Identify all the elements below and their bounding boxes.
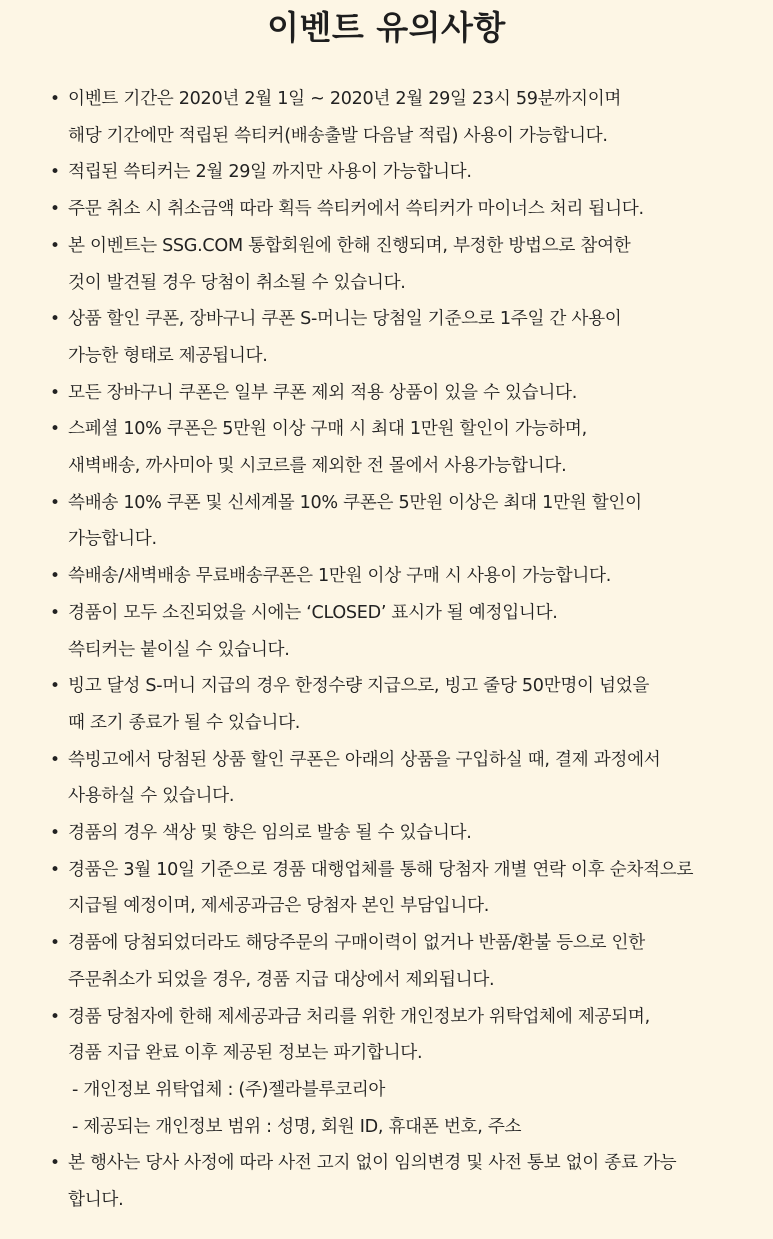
notice-line: 경품 당첨자에 한해 제세공과금 처리를 위한 개인정보가 위탁업체에 제공되며,	[68, 1006, 650, 1027]
notice-item	[50, 999, 750, 1146]
notice-line: 빙고 달성 S-머니 지급의 경우 한정수량 지급으로, 빙고 줄당 50만명이 넘었을	[68, 676, 650, 697]
notice-line: 적립된 쓱티커는 2월 29일 까지만 사용이 가능합니다.	[68, 162, 472, 183]
bullet-dot: •	[50, 676, 60, 697]
notice-line: 경품 지급 완료 이후 제공된 정보는 파기합니다.	[68, 1043, 423, 1064]
notice-line: 경품의 경우 색상 및 향은 임의로 발송 될 수 있습니다.	[68, 823, 472, 844]
notice-line: 경품에 당첨되었더라도 해당주문의 구매이력이 없거나 반품/환불 등으로 인한	[68, 933, 645, 954]
notice-item	[50, 411, 750, 484]
bullet-dot: •	[50, 933, 60, 954]
notice-line: 상품 할인 쿠폰, 장바구니 쿠폰 S-머니는 당첨일 기준으로 1주일 간 사용이	[68, 309, 622, 330]
bullet-dot: •	[50, 566, 60, 587]
bullet-dot: •	[50, 309, 60, 330]
bullet-dot: •	[50, 419, 60, 440]
bullet-dot: •	[50, 859, 60, 880]
notice-line: 것이 발견될 경우 당첨이 취소될 수 있습니다.	[68, 272, 406, 293]
notice-item	[50, 375, 750, 412]
notice-item	[50, 1145, 750, 1218]
notice-line: 스페셜 10% 쿠폰은 5만원 이상 구매 시 최대 1만원 할인이 가능하며,	[68, 419, 587, 440]
notice-item	[50, 558, 750, 595]
notice-item	[50, 301, 750, 374]
bullet-dot: •	[50, 1153, 60, 1174]
notice-sub-line: - 개인정보 위탁업체 : (주)젤라블루코리아	[72, 1079, 386, 1100]
notice-line: 주문 취소 시 취소금액 따라 획득 쓱티커에서 쓱티커가 마이너스 처리 됩니다.	[68, 199, 644, 220]
notice-item	[50, 852, 750, 925]
notice-item	[50, 485, 750, 558]
notice-line: 합니다.	[68, 1190, 124, 1211]
notice-item	[50, 815, 750, 852]
notice-line: 본 이벤트는 SSG.COM 통합회원에 한해 진행되며, 부정한 방법으로 참여한	[68, 235, 631, 256]
notice-line: 가능한 형태로 제공됩니다.	[68, 345, 268, 366]
bullet-dot: •	[50, 823, 60, 844]
notice-line: 모든 장바구니 쿠폰은 일부 쿠폰 제외 적용 상품이 있을 수 있습니다.	[68, 382, 578, 403]
bullet-dot: •	[50, 235, 60, 256]
notice-line: 쓱배송/새벽배송 무료배송쿠폰은 1만원 이상 구매 시 사용이 가능합니다.	[68, 566, 612, 587]
notice-item	[50, 154, 750, 191]
notice-item	[50, 228, 750, 301]
notice-line: 가능합니다.	[68, 529, 157, 550]
notice-list	[50, 81, 750, 1219]
notice-item	[50, 668, 750, 741]
bullet-dot: •	[50, 162, 60, 183]
page-title: 이벤트 유의사항	[267, 8, 506, 47]
notice-line: 쓱빙고에서 당첨된 상품 할인 쿠폰은 아래의 상품을 구입하실 때, 결제 과정에서	[68, 749, 661, 770]
bullet-dot: •	[50, 1006, 60, 1027]
notice-line: 쓱티커는 붙이실 수 있습니다.	[68, 639, 290, 660]
notice-item	[50, 81, 750, 154]
bullet-dot: •	[50, 749, 60, 770]
notice-line: 이벤트 기간은 2020년 2월 1일 ~ 2020년 2월 29일 23시 59분까지이며	[68, 89, 622, 109]
notice-item	[50, 595, 750, 668]
notice-line: 쓱배송 10% 쿠폰 및 신세계몰 10% 쿠폰은 5만원 이상은 최대 1만원 할인이	[68, 492, 642, 513]
bullet-dot: •	[50, 382, 60, 403]
notice-line: 때 조기 종료가 될 수 있습니다.	[68, 712, 301, 733]
bullet-dot: •	[50, 89, 60, 109]
notice-item	[50, 742, 750, 815]
bullet-dot: •	[50, 492, 60, 513]
notice-line: 사용하실 수 있습니다.	[68, 786, 235, 807]
notice-line: 새벽배송, 까사미아 및 시코르를 제외한 전 몰에서 사용가능합니다.	[68, 456, 567, 477]
bullet-dot: •	[50, 199, 60, 220]
notice-item	[50, 191, 750, 228]
notice-item	[50, 925, 750, 998]
notice-sub-line: - 제공되는 개인정보 범위 : 성명, 회원 ID, 휴대폰 번호, 주소	[72, 1116, 522, 1137]
bullet-dot: •	[50, 602, 60, 623]
notice-line: 해당 기간에만 적립된 쓱티커(배송출발 다음날 적립) 사용이 가능합니다.	[68, 125, 608, 146]
notice-line: 주문취소가 되었을 경우, 경품 지급 대상에서 제외됩니다.	[68, 969, 495, 990]
notice-line: 지급될 예정이며, 제세공과금은 당첨자 본인 부담입니다.	[68, 896, 490, 917]
notice-line: 경품은 3월 10일 기준으로 경품 대행업체를 통해 당첨자 개별 연락 이후 순차적으로	[68, 859, 694, 880]
notice-line: 경품이 모두 소진되었을 시에는 ‘CLOSED’ 표시가 될 예정입니다.	[68, 602, 558, 623]
notice-line: 본 행사는 당사 사정에 따라 사전 고지 없이 임의변경 및 사전 통보 없이 종료 가능	[68, 1153, 677, 1174]
